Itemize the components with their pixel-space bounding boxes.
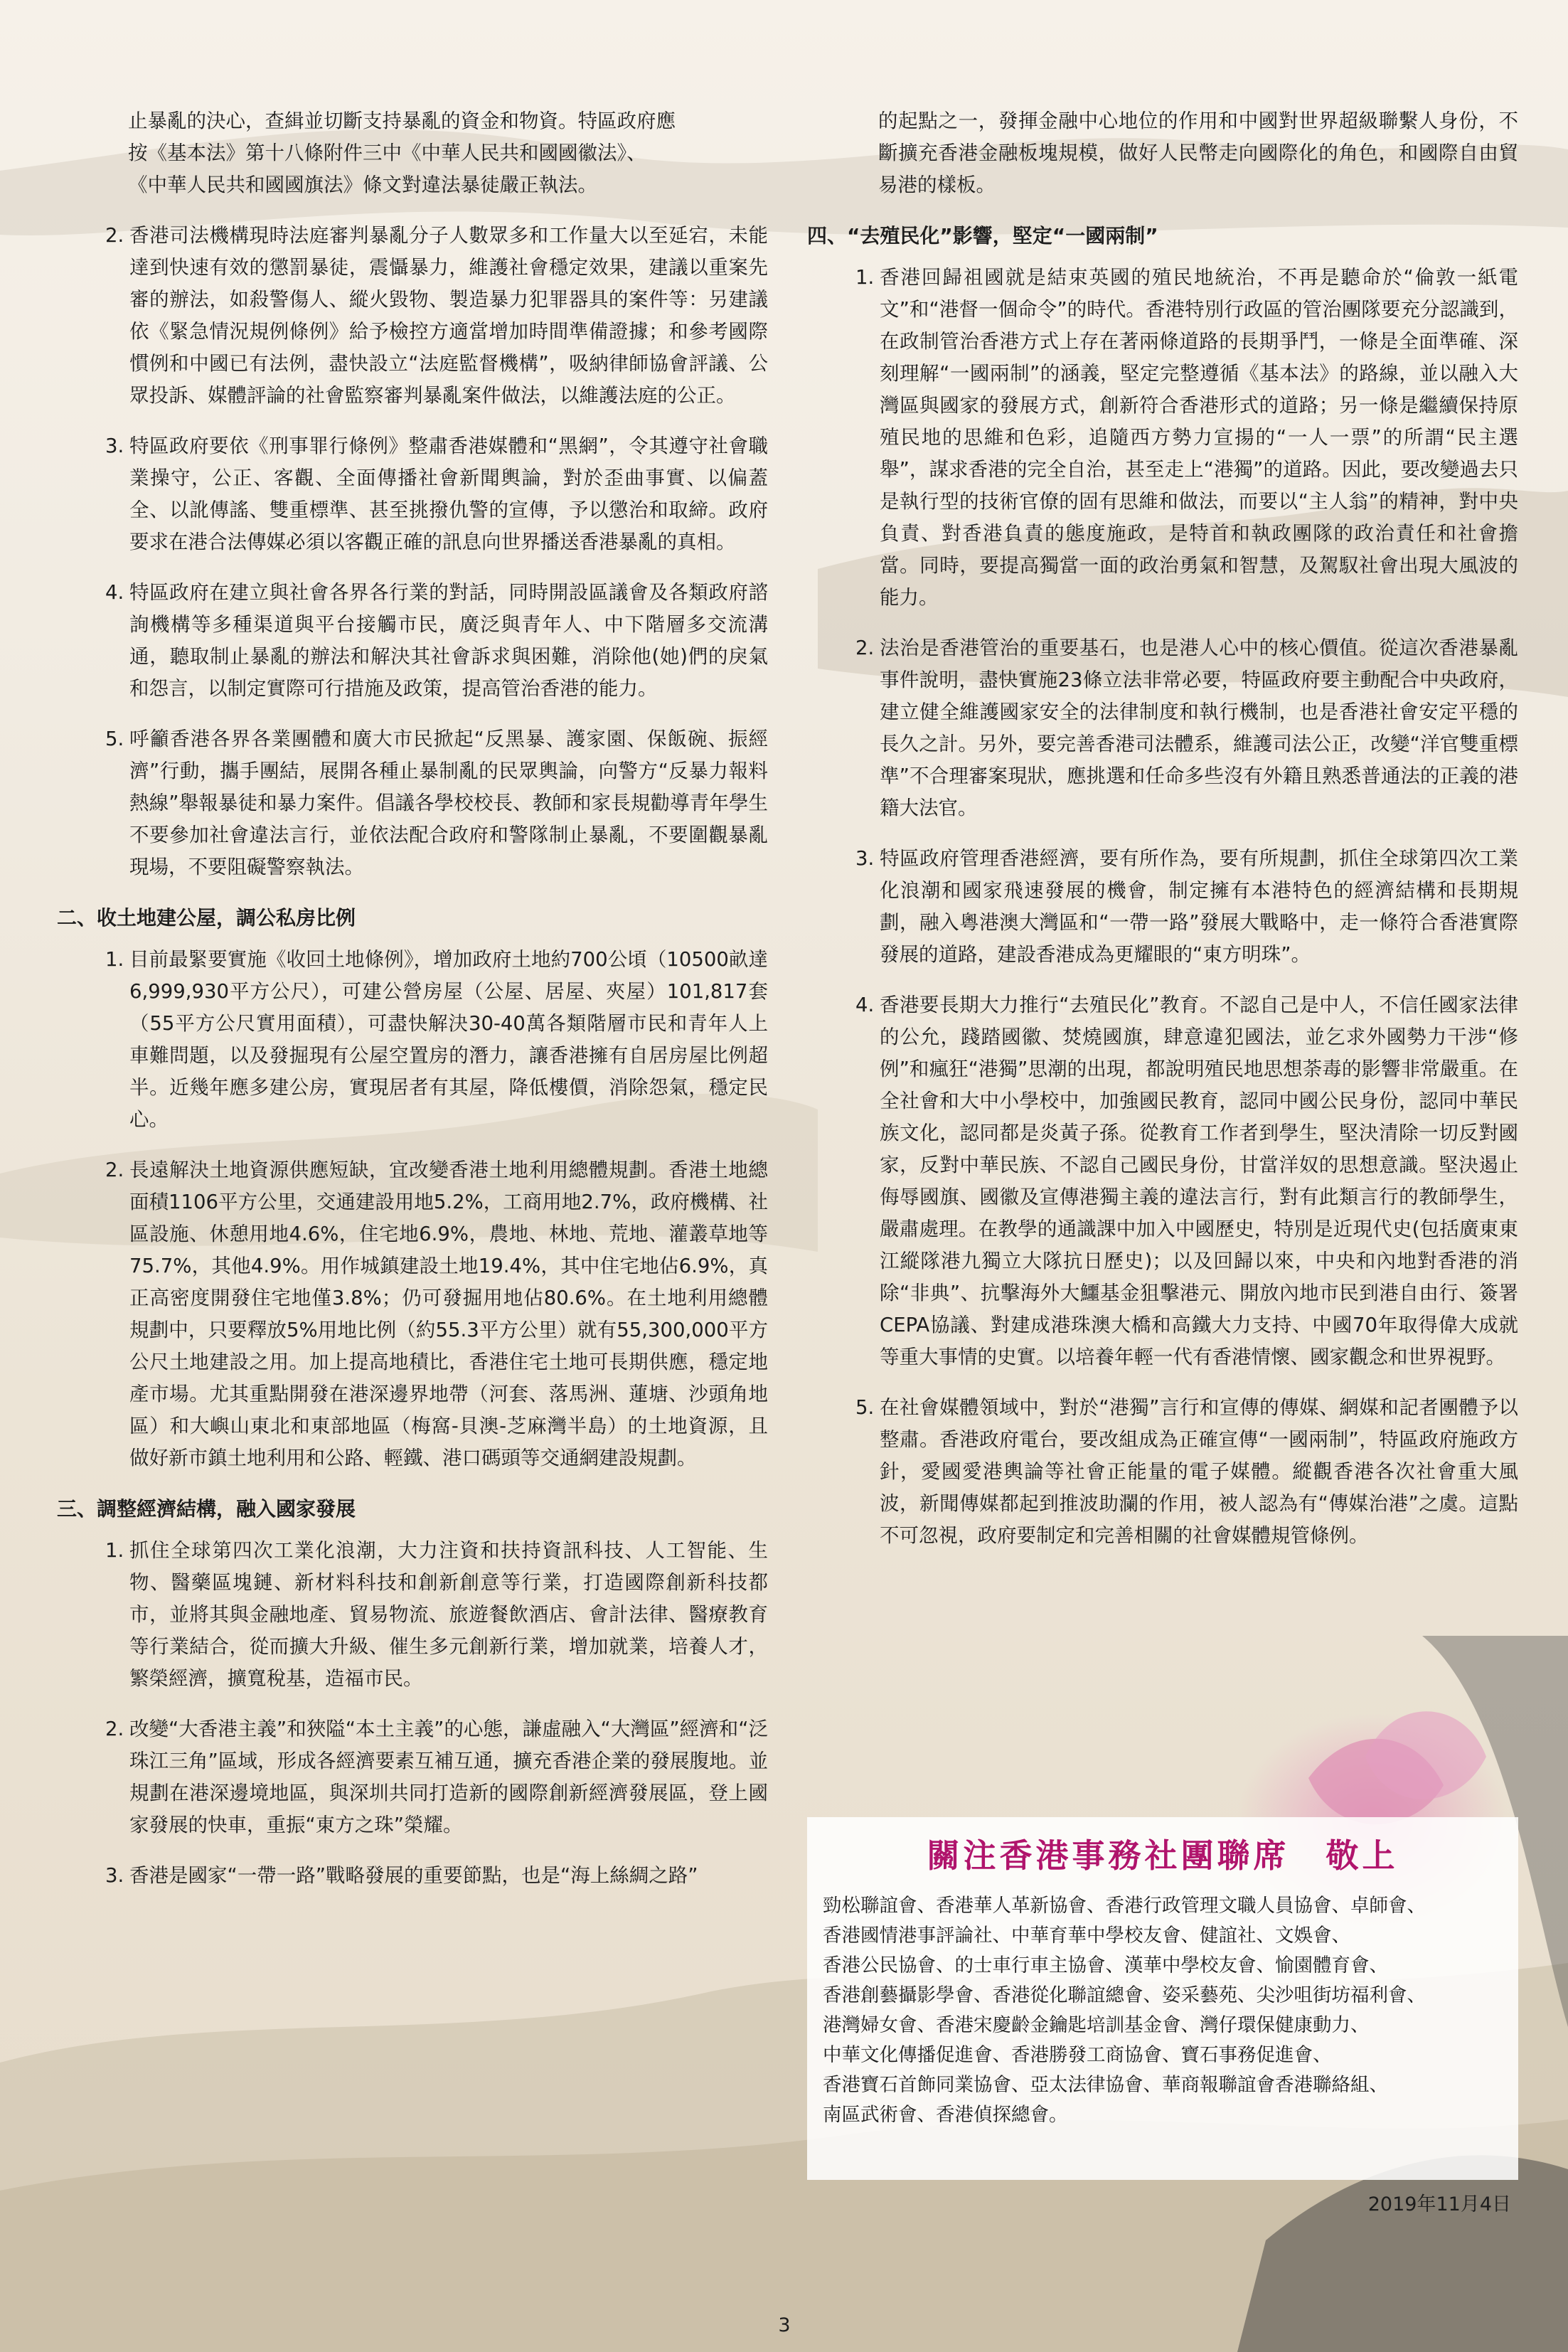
item-number: 3. [105, 435, 124, 457]
right-column [807, 105, 1518, 1570]
page-number: 3 [778, 2314, 791, 2336]
organization-line: 南區武術會、香港偵探總會。 [823, 2104, 1068, 2126]
item-text: 呼籲香港各界各業團體和廣大市民掀起“反黑暴、護家園、保飯碗、振經濟”行動，攜手團結，展開各種止暴制亂的民眾輿論，向警方“反暴力報料熱線”舉報暴徒和暴力案件。倡議各學校校長、教師和家長規勸導青年學生不要參加社會違法言行，並依法配合政府和警隊制止暴亂，不要圍觀暴亂現場，不要阻礙警察執法。 [129, 728, 768, 878]
publication-date: 2019年11月4日 [1367, 2193, 1511, 2215]
list-item [807, 1392, 1518, 1552]
organization-line: 香港寶石首飾同業協會、亞太法律協會、華商報聯誼會香港聯絡組、 [823, 2074, 1388, 2096]
left-column [57, 105, 768, 1910]
list-item [807, 843, 1518, 971]
signatory-heading: 關注香港事務社團聯席 敬上 [927, 1836, 1399, 1875]
item-text: 特區政府要依《刑事罪行條例》整肅香港媒體和“黑網”，令其遵守社會職業操守，公正、客觀、全面傳播社會新聞輿論，對於歪曲事實、以偏蓋全、以訛傳謠、雙重標準、甚至挑撥仇警的宣傳，予以懲治和取締。政府要求在港合法傳媒必須以客觀正確的訊息向世界播送香港暴亂的真相。 [129, 435, 768, 553]
item-number: 2. [105, 1718, 124, 1740]
item-number: 3. [855, 847, 875, 870]
signatory-box [807, 1817, 1518, 2180]
item-text: 長遠解決土地資源供應短缺，宜改變香港土地利用總體規劃。香港土地總面積1106平方公里，交通建設用地5.2%，工商用地2.7%，政府機構、社區設施、休憩用地4.6%，住宅地6.9%，農地、林地、荒地、灌叢草地等75.7%，其他4.9%。用作城鎮建設土地19.4%，其中住宅地佔6.9%，真正高密度開發住宅地僅3.8%；仍可發掘用地佔80.6%。在土地利用總體規劃中，只要釋放5%用地比例（約55.3平方公里）就有55,300,000平方公尺土地建設之用。加上提高地積比，香港住宅土地可長期供應，穩定地產市場。尤其重點開發在港深邊界地帶（河套、落馬洲、蓮塘、沙頭角地區）和大嶼山東北和東部地區（梅窩-貝澳-芝麻灣半島）的土地資源，且做好新市鎮土地利用和公路、輕鐵、港口碼頭等交通網建設規劃。 [129, 1159, 768, 1469]
section-heading: 三、調整經濟結構，融入國家發展 [57, 1497, 356, 1521]
item-number: 1. [855, 266, 875, 289]
item-number: 2. [105, 1159, 124, 1181]
item-text: 法治是香港管治的重要基石，也是港人心中的核心價值。從這次香港暴亂事件說明，盡快實施23條立法非常必要，特區政府要主動配合中央政府，建立健全維護國家安全的法律制度和執行機制，也是香港社會安定平穩的長久之計。另外，要完善香港司法體系，維護司法公正，改變“洋官雙重標準”不合理審案現狀，應挑選和任命多些沒有外籍且熟悉普通法的正義的港籍大法官。 [880, 637, 1518, 819]
section-heading: 四、“去殖民化”影響，堅定“一國兩制” [807, 224, 1158, 248]
item-text: 目前最緊要實施《收回土地條例》，增加政府土地約700公頃（10500畝達6,999,930平方公尺），可建公營房屋（公屋、居屋、夾屋）101,817套（55平方公尺實用面積），可盡快解決30-40萬各類階層市民和青年人上車難問題，以及發掘現有公屋空置房的潛力，讓香港擁有自居房屋比例超半。近幾年應多建公房，實現居者有其屋，降低樓價，消除怨氣，穩定民心。 [129, 948, 768, 1131]
section-heading: 二、收土地建公屋，調公私房比例 [57, 906, 356, 930]
list-item [57, 1860, 768, 1892]
item-number: 1. [105, 948, 124, 971]
item-number: 2. [105, 224, 124, 247]
list-item [807, 632, 1518, 824]
organization-line: 香港國情港事評論社、中華育華中學校友會、健誼社、文娛會、 [823, 1925, 1350, 1947]
intro-line: 《中華人民共和國國旗法》條文對違法暴徒嚴正執法。 [128, 174, 597, 196]
intro-line: 按《基本法》第十八條附件三中《中華人民共和國國徽法》、 [128, 142, 646, 164]
item-number: 5. [855, 1396, 875, 1419]
continuation-paragraph [807, 105, 1518, 201]
list-item [57, 944, 768, 1136]
list-item [57, 1154, 768, 1474]
item-number: 3. [105, 1864, 124, 1887]
list-item [807, 989, 1518, 1373]
item-number: 5. [105, 728, 124, 750]
list-item [57, 220, 768, 412]
item-text: 抓住全球第四次工業化浪潮，大力注資和扶持資訊科技、人工智能、生物、醫藥區塊鏈、新材料科技和創新創意等行業，打造國際創新科技都市，並將其與金融地產、貿易物流、旅遊餐飲酒店、會計法律、醫療教育等行業結合，從而擴大升級、催生多元創新行業，增加就業，培養人才，繁榮經濟，擴寬稅基，造福市民。 [129, 1539, 768, 1690]
organization-line: 勁松聯誼會、香港華人革新協會、香港行政管理文職人員協會、卓師會、 [823, 1895, 1426, 1917]
item-text: 香港司法機構現時法庭審判暴亂分子人數眾多和工作量大以至延宕，未能達到快速有效的懲罰暴徒，震懾暴力，維護社會穩定效果，建議以重案先審的辦法，如殺警傷人、縱火毀物、製造暴力犯罪器具的案件等：另建議依《緊急情況規例條例》給予檢控方適當增加時間準備證據；和參考國際慣例和中國已有法例，盡快設立“法庭監督機構”，吸納律師協會評議、公眾投訴、媒體評論的社會監察審判暴亂案件做法，以維護法庭的公正。 [129, 224, 768, 407]
list-item [807, 262, 1518, 614]
organization-line: 港灣婦女會、香港宋慶齡金鑰匙培訓基金會、灣仔環保健康動力、 [823, 2014, 1370, 2036]
intro-continuation [57, 105, 768, 201]
list-item [57, 723, 768, 883]
list-item [57, 1713, 768, 1841]
organization-line: 香港創藝攝影學會、香港從化聯誼總會、姿采藝苑、尖沙咀街坊福利會、 [823, 1984, 1426, 2006]
list-item [57, 1535, 768, 1695]
organization-line: 香港公民協會、的士車行車主協會、漢華中學校友會、愉園體育會、 [823, 1954, 1388, 1976]
item-number: 1. [105, 1539, 124, 1562]
list-item [57, 430, 768, 558]
list-item [57, 577, 768, 705]
item-number: 4. [855, 994, 875, 1016]
item-number: 4. [105, 581, 124, 604]
item-number: 2. [855, 637, 875, 659]
continuation-text: 的起點之一，發揮金融中心地位的作用和中國對世界超級聯繫人身份，不斷擴充香港金融板塊規模，做好人民幣走向國際化的角色，和國際自由貿易港的樣板。 [878, 110, 1518, 196]
item-text: 特區政府在建立與社會各界各行業的對話，同時開設區議會及各類政府諮詢機構等多種渠道與平台接觸市民，廣泛與青年人、中下階層多交流溝通，聽取制止暴亂的辦法和解決其社會訴求與困難，消除他(她)們的戾氣和怨言，以制定實際可行措施及政策，提高管治香港的能力。 [129, 581, 768, 700]
item-text: 香港回歸祖國就是結束英國的殖民地統治，不再是聽命於“倫敦一紙電文”和“港督一個命令”的時代。香港特別行政區的管治團隊要充分認識到，在政制管治香港方式上存在著兩條道路的長期爭鬥，一條是全面準確、深刻理解“一國兩制”的涵義，堅定完整遵循《基本法》的路線，並以融入大灣區與國家的發展方式，創新符合香港形式的道路；另一條是繼續保持原殖民地的思維和色彩，追隨西方勢力宣揚的“一人一票”的所謂“民主選舉”，謀求香港的完全自治，甚至走上“港獨”的道路。因此，要改變過去只是執行型的技術官僚的固有思維和做法，而要以“主人翁”的精神，對中央負責、對香港負責的態度施政，是特首和執政團隊的政治責任和社會擔當。同時，要提高獨當一面的政治勇氣和智慧，及駕馭社會出現大風波的能力。 [880, 266, 1518, 609]
item-text: 特區政府管理香港經濟，要有所作為，要有所規劃，抓住全球第四次工業化浪潮和國家飛速發展的機會，制定擁有本港特色的經濟結構和長期規劃，融入粵港澳大灣區和“一帶一路”發展大戰略中，走一條符合香港實際發展的道路，建設香港成為更耀眼的“東方明珠”。 [880, 847, 1518, 966]
item-text: 香港要長期大力推行“去殖民化”教育。不認自己是中人，不信任國家法律的公允，踐踏國徽、焚燒國旗，肆意違犯國法，並乞求外國勢力干涉“修例”和瘋狂“港獨”思潮的出現，都說明殖民地思想荼毒的影響非常嚴重。在全社會和大中小學校中，加強國民教育，認同中國公民身份，認同中華民族文化，認同都是炎黃子孫。從教育工作者到學生，堅決清除一切反對國家，反對中華民族、不認自己國民身份，甘當洋奴的思想意識。堅決遏止侮辱國旗、國徽及宣傳港獨主義的違法言行，對有此類言行的教師學生，嚴肅處理。在教學的通識課中加入中國歷史，特別是近現代史(包括廣東東江縱隊港九獨立大隊抗日歷史)；以及回歸以來，中央和內地對香港的消除“非典”、抗擊海外大鱷基金狙擊港元、開放內地市民到港自由行、簽署CEPA協議、對建成港珠澳大橋和高鐵大力支持、中國70年取得偉大成就等重大事情的史實。以培養年輕一代有香港情懷、國家觀念和世界視野。 [880, 994, 1518, 1368]
item-text: 改變“大香港主義”和狹隘“本土主義”的心態，謙虛融入“大灣區”經濟和“泛珠江三角”區域，形成各經濟要素互補互通，擴充香港企業的發展腹地。並規劃在港深邊境地區，與深圳共同打造新的國際創新經濟發展區，登上國家發展的快車，重振“東方之珠”榮耀。 [129, 1718, 768, 1836]
intro-line: 止暴亂的決心，查緝並切斷支持暴亂的資金和物資。特區政府應 [128, 110, 676, 132]
item-text: 在社會媒體領域中，對於“港獨”言行和宣傳的傳媒、網媒和記者團體予以整肅。香港政府電台，要改組成為正確宣傳“一國兩制”，特區政府施政方針，愛國愛港輿論等社會正能量的電子媒體。縱觀香港各次社會重大風波，新聞傳媒都起到推波助瀾的作用，被人認為有“傳媒治港”之虞。這點不可忽視，政府要制定和完善相關的社會媒體規管條例。 [880, 1396, 1518, 1547]
item-text: 香港是國家“一帶一路”戰略發展的重要節點，也是“海上絲綢之路” [129, 1864, 698, 1887]
organization-line: 中華文化傳播促進會、香港勝發工商協會、寶石事務促進會、 [823, 2044, 1332, 2066]
